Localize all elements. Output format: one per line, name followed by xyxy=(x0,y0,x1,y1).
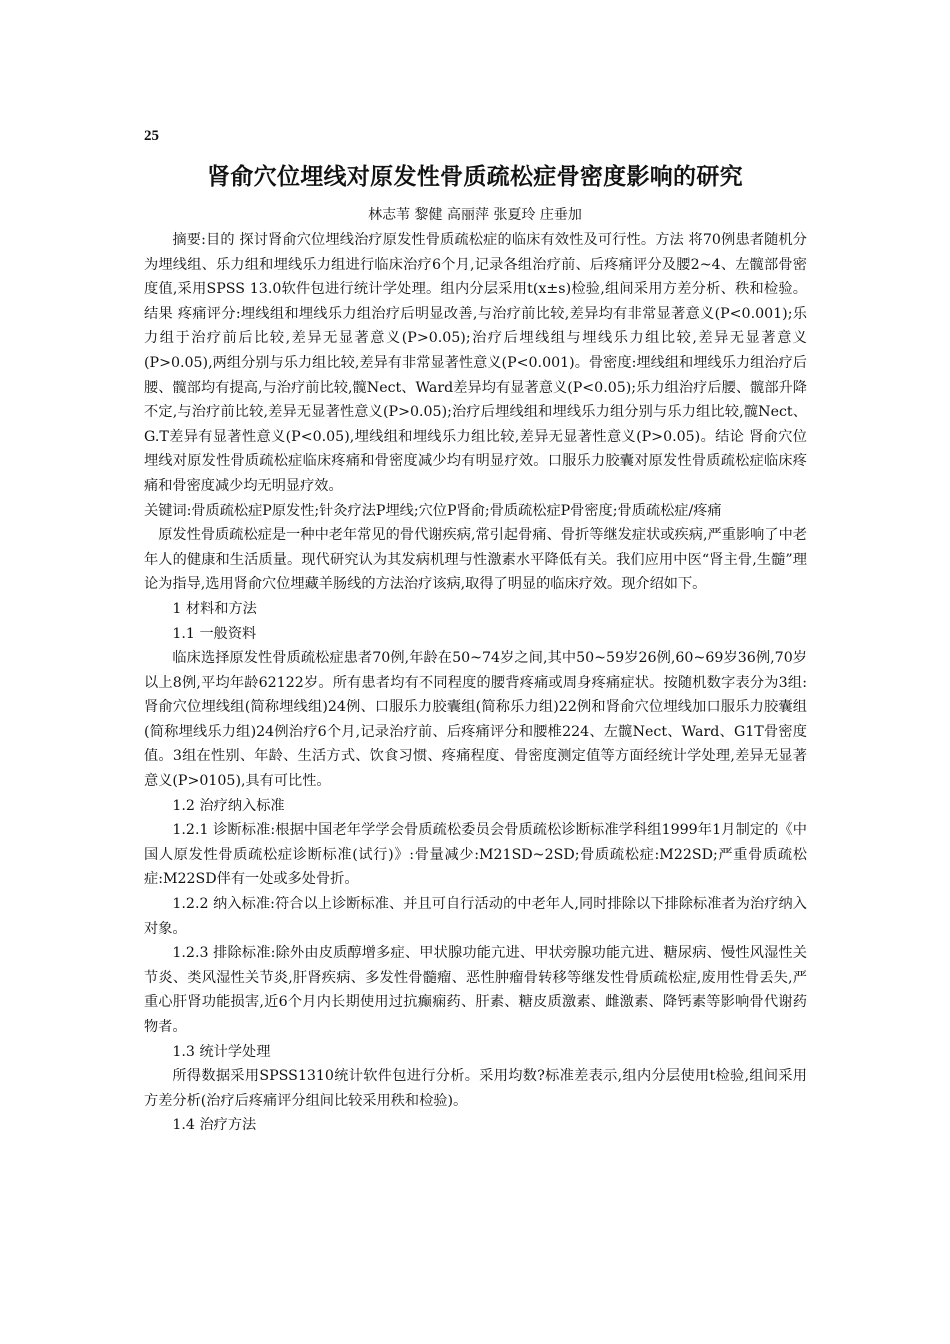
keywords-paragraph: 关键词:骨质疏松症P原发性;针灸疗法P埋线;穴位P肾俞;骨质疏松症P骨密度;骨质疏松症/疼痛 xyxy=(144,502,722,519)
subsection-heading: 1.4 治疗方法 xyxy=(172,1117,257,1134)
article-body xyxy=(144,228,807,1138)
article-title: 肾俞穴位埋线对原发性骨质疏松症骨密度影响的研究 xyxy=(207,163,743,190)
subsection-heading: 1.1 一般资料 xyxy=(172,625,257,642)
author-list: 林志苇 黎健 高丽萍 张夏玲 庄垂加 xyxy=(368,207,582,223)
body-paragraph: 1.2.1 诊断标准:根据中国老年学学会骨质疏松委员会骨质疏松诊断标准学科组1999年1月制定的《中国人原发性骨质疏松症诊断标准(试行)》:骨量减少:M21SD~2SD;骨质疏松症:M22SD;严重骨质疏松症:M22SD伴有一处或多处骨折。 xyxy=(144,822,807,888)
body-paragraph: 1.2.2 纳入标准:符合以上诊断标准、并且可自行活动的中老年人,同时排除以下排除标准者为治疗纳入对象。 xyxy=(144,896,807,937)
abstract-paragraph: 摘要:目的 探讨肾俞穴位埋线治疗原发性骨质疏松症的临床有效性及可行性。方法 将70例患者随机分为埋线组、乐力组和埋线乐力组进行临床治疗6个月,记录各组治疗前、后疼痛评分及腰2~4、左髋部骨密度值,采用SPSS 13.0软件包进行统计学处理。组内分层采用t(x±s)检验,组间采用方差分析、秩和检验。结果 疼痛评分:埋线组和埋线乐力组治疗后明显改善,与治疗前比较,差异均有非常显著意义(P<0.001);乐力组于治疗前后比较,差异无显著意义(P>0.05);治疗后埋线组与埋线乐力组比较,差异无显著意义(P>0.05),两组分别与乐力组比较,差异有非常显著性意义(P<0.001)。骨密度:埋线组和埋线乐力组治疗后腰、髋部均有提高,与治疗前比较,髋Nect、Ward差异均有显著意义(P<0.05);乐力组治疗后腰、髋部升降不定,与治疗前比较,差异无显著性意义(P>0.05);治疗后埋线组和埋线乐力组分别与乐力组比较,髋Nect、G.T差异有显著性意义(P<0.05),埋线组和埋线乐力组比较,差异无显著性意义(P>0.05)。结论 肾俞穴位埋线对原发性骨质疏松症临床疼痛和骨密度减少均有明显疗效。口服乐力胶囊对原发性骨质疏松症临床疼痛和骨密度减少均无明显疗效。 xyxy=(144,232,807,494)
body-paragraph: 1.2.3 排除标准:除外由皮质醇增多症、甲状腺功能亢进、甲状旁腺功能亢进、糖尿病、慢性风湿性关节炎、类风湿性关节炎,肝肾疾病、多发性骨髓瘤、恶性肿瘤骨转移等继发性骨质疏松症,废用性骨丢失,严重心肝肾功能损害,近6个月内长期使用过抗癫痫药、肝素、糖皮质激素、雌激素、降钙素等影响骨代谢药物者。 xyxy=(144,945,807,1035)
body-paragraph: 所得数据采用SPSS1310统计软件包进行分析。采用均数?标准差表示,组内分层使用t检验,组间采用方差分析(治疗后疼痛评分组间比较采用秩和检验)。 xyxy=(144,1068,807,1109)
section-heading: 1 材料和方法 xyxy=(172,600,257,617)
page-number: 25 xyxy=(144,128,159,144)
subsection-heading: 1.3 统计学处理 xyxy=(172,1043,271,1060)
subsection-heading: 1.2 治疗纳入标准 xyxy=(172,797,285,814)
body-paragraph: 临床选择原发性骨质疏松症患者70例,年龄在50~74岁之间,其中50~59岁26例,60~69岁36例,70岁以上8例,平均年龄62122岁。所有患者均有不同程度的腰背疼痛或周身疼痛症状。按随机数字表分为3组:肾俞穴位埋线组(简称埋线组)24例、口服乐力胶囊组(简称乐力组)22例和肾俞穴位埋线加口服乐力胶囊组(简称埋线乐力组)24例治疗6个月,记录治疗前、后疼痛评分和腰椎224、左髋Nect、Ward、G1T骨密度值。3组在性别、年龄、生活方式、饮食习惯、疼痛程度、骨密度测定值等方面经统计学处理,差异无显著意义(P>0105),具有可比性。 xyxy=(144,650,807,790)
intro-paragraph: 原发性骨质疏松症是一种中老年常见的骨代谢疾病,常引起骨痛、骨折等继发症状或疾病,严重影响了中老年人的健康和生活质量。现代研究认为其发病机理与性激素水平降低有关。我们应用中医“肾主骨,生髓”理论为指导,选用肾俞穴位埋藏羊肠线的方法治疗该病,取得了明显的临床疗效。现介绍如下。 xyxy=(144,527,807,593)
